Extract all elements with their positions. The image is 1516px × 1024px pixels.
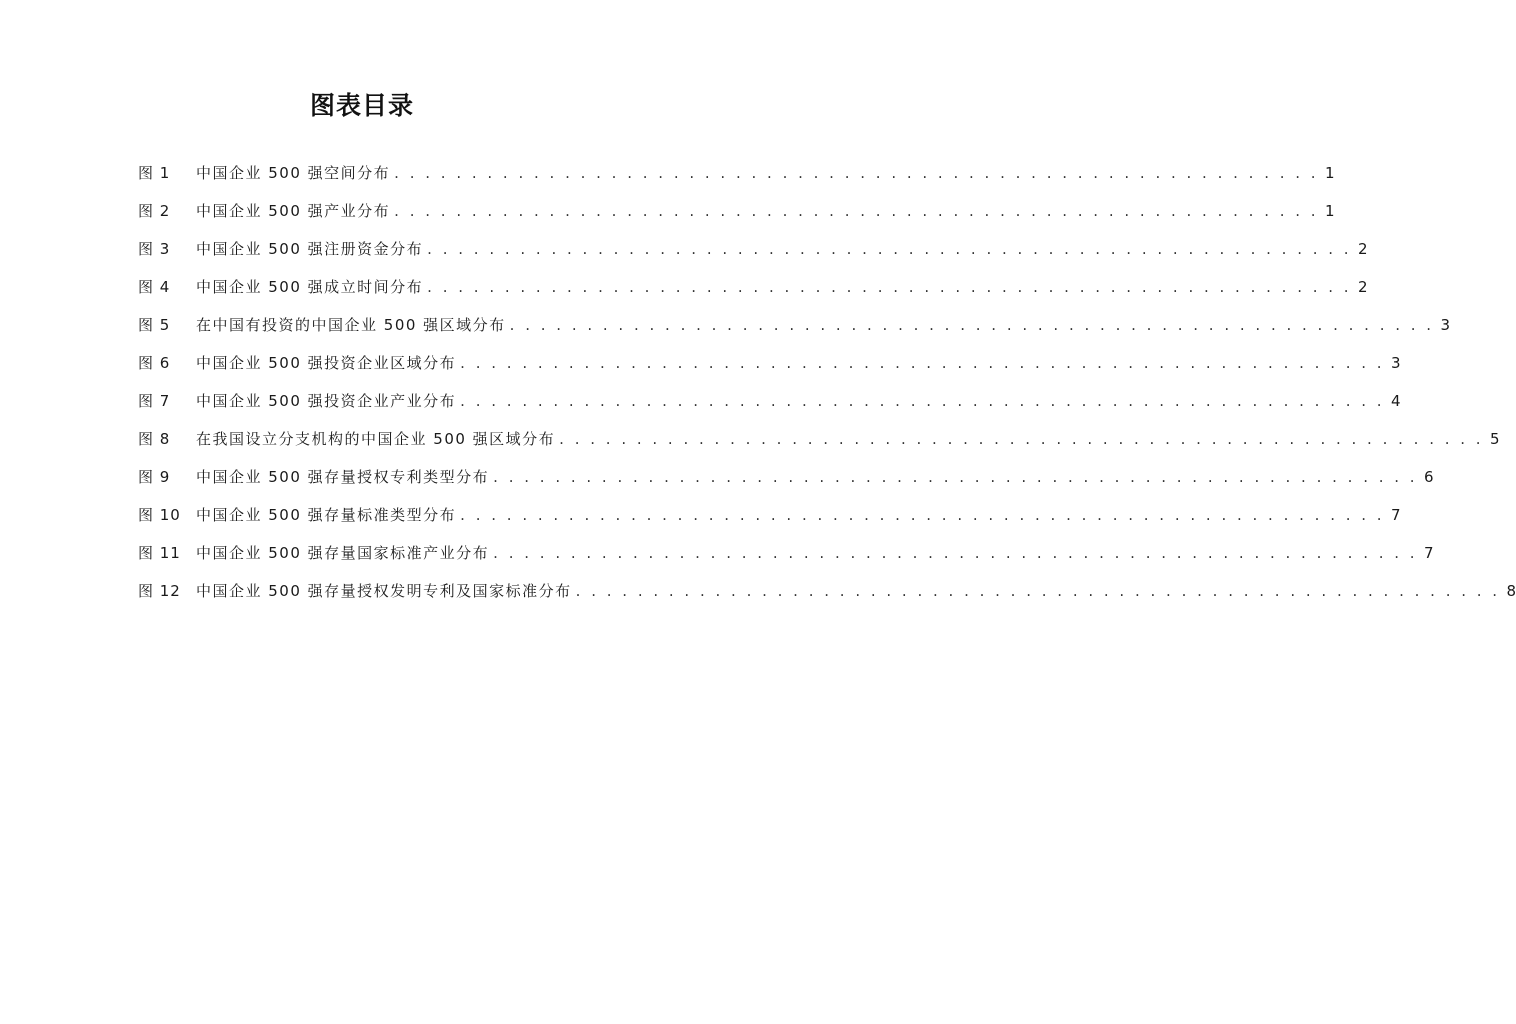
page-number: 1	[1325, 202, 1335, 220]
toc-entry[interactable]	[138, 504, 1401, 542]
figure-caption: 中国企业 500 强投资企业产业分布	[196, 392, 457, 410]
toc-entry[interactable]	[138, 580, 1516, 618]
dot-leader	[394, 164, 1318, 182]
figure-number: 图 6	[138, 354, 171, 372]
page-number: 3	[1391, 354, 1401, 372]
figure-caption: 在我国设立分支机构的中国企业 500 强区域分布	[196, 430, 556, 448]
figure-number: 图 5	[138, 316, 171, 334]
dot-leader	[427, 240, 1351, 258]
page-number: 1	[1325, 164, 1335, 182]
figure-number: 图 1	[138, 164, 171, 182]
dot-leader	[510, 316, 1434, 334]
page-number: 4	[1391, 392, 1401, 410]
figure-caption: 中国企业 500 强产业分布	[196, 202, 391, 220]
dot-leader	[576, 582, 1500, 600]
figure-caption: 中国企业 500 强存量标准类型分布	[196, 506, 457, 524]
toc-entry[interactable]	[138, 162, 1335, 200]
figure-caption: 中国企业 500 强投资企业区域分布	[196, 354, 457, 372]
toc-entry[interactable]	[138, 200, 1335, 238]
dot-leader	[559, 430, 1483, 448]
figure-number: 图 10	[138, 506, 181, 524]
figure-caption: 中国企业 500 强存量国家标准产业分布	[196, 544, 490, 562]
toc-entry[interactable]	[138, 352, 1401, 390]
page-title: 图表目录	[309, 91, 414, 120]
toc-entry[interactable]	[138, 390, 1401, 428]
toc-entry[interactable]	[138, 466, 1434, 504]
figure-number: 图 3	[138, 240, 171, 258]
figure-caption: 中国企业 500 强注册资金分布	[196, 240, 424, 258]
figure-caption: 中国企业 500 强存量授权发明专利及国家标准分布	[196, 582, 572, 600]
dot-leader	[460, 354, 1384, 372]
dot-leader	[460, 506, 1384, 524]
figure-number: 图 2	[138, 202, 171, 220]
page-number: 7	[1391, 506, 1401, 524]
page-number: 2	[1358, 278, 1368, 296]
figure-caption: 中国企业 500 强空间分布	[196, 164, 391, 182]
figure-number: 图 9	[138, 468, 171, 486]
toc-entry[interactable]	[138, 542, 1434, 580]
figure-number: 图 7	[138, 392, 171, 410]
page-number: 8	[1506, 582, 1516, 600]
figure-number: 图 4	[138, 278, 171, 296]
page-number: 7	[1424, 544, 1434, 562]
dot-leader	[460, 392, 1384, 410]
dot-leader	[493, 468, 1417, 486]
page-number: 6	[1424, 468, 1434, 486]
page-number: 5	[1490, 430, 1500, 448]
dot-leader	[493, 544, 1417, 562]
page-number: 2	[1358, 240, 1368, 258]
page-number: 3	[1440, 316, 1451, 334]
toc-entry[interactable]	[138, 238, 1368, 276]
figure-number: 图 12	[138, 582, 181, 600]
figure-number: 图 11	[138, 544, 181, 562]
dot-leader	[427, 278, 1351, 296]
figure-caption: 中国企业 500 强成立时间分布	[196, 278, 424, 296]
toc-entry[interactable]	[138, 314, 1451, 352]
figure-number: 图 8	[138, 430, 171, 448]
dot-leader	[394, 202, 1318, 220]
toc-entry[interactable]	[138, 276, 1368, 314]
figure-caption: 在中国有投资的中国企业 500 强区域分布	[196, 316, 506, 334]
toc-entry[interactable]	[138, 428, 1500, 466]
figure-list	[138, 162, 1516, 618]
figure-caption: 中国企业 500 强存量授权专利类型分布	[196, 468, 490, 486]
